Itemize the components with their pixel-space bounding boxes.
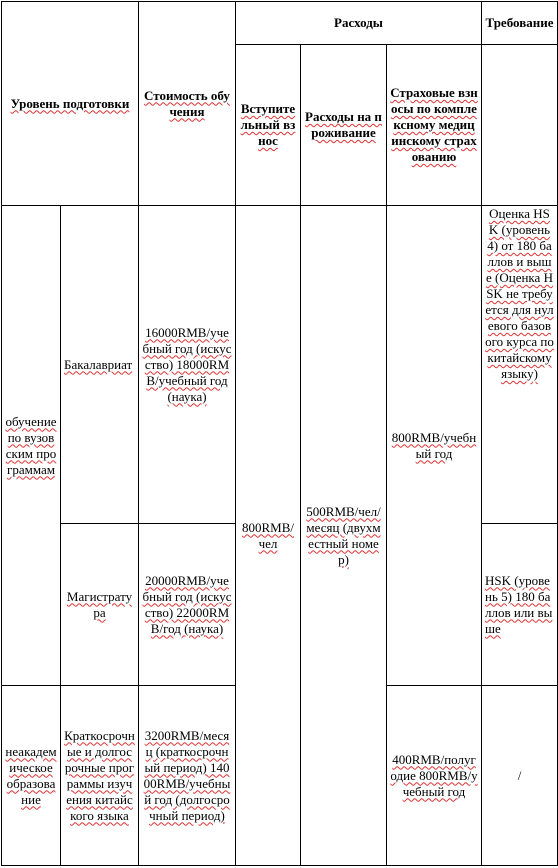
living-cost: 500RMB/чел/месяц (двухместный номер)	[301, 206, 387, 866]
nonacademic-level: Краткосрочные и долгосрочные программы изучения китайского языка	[61, 686, 139, 866]
bachelor-level: Бакалавриат	[61, 206, 139, 524]
header-insurance: Страховые взносы по комплексному медицинскому страхованию	[387, 45, 482, 206]
master-cost: 20000RMB/учебный год (искусство) 22000RMB/год (наука)	[139, 524, 236, 686]
degree-category: обучение по вузовским программам	[2, 206, 61, 686]
master-requirement: HSK (уровень 5) 180 баллов или выше	[482, 524, 558, 686]
insurance-degree: 800RMB/учебный год	[387, 206, 482, 686]
bachelor-requirement: Оценка HSK (уровень 4) от 180 баллов и выше (Оценка HSK не требуется для нулевого базового курса по китайскому языку)	[482, 206, 558, 524]
header-requirements: Требование	[482, 2, 558, 45]
nonacademic-cost: 3200RMB/месяц (краткосрочный период) 14000RMB/учебный год (долгосрочный период)	[139, 686, 236, 866]
header-expenses: Расходы	[236, 2, 482, 45]
header-level: Уровень подготовки	[2, 2, 139, 206]
header-cost: Стоимость обучения	[139, 2, 236, 206]
header-entry-fee: Вступительный взнос	[236, 45, 301, 206]
nonacademic-insurance: 400RMB/полугодие 800RMB/учебный год	[387, 686, 482, 866]
bachelor-cost: 16000RMB/учебный год (искусство) 18000RMB/учебный год (наука)	[139, 206, 236, 524]
nonacademic-requirement: /	[482, 686, 558, 866]
master-level: Магистратура	[61, 524, 139, 686]
entry-fee: 800RMB/чел	[236, 206, 301, 866]
header-requirements-empty	[482, 45, 558, 206]
header-living: Расходы на проживание	[301, 45, 387, 206]
nonacademic-category: неакадемическое образование	[2, 686, 61, 866]
tuition-table	[1, 1, 558, 866]
